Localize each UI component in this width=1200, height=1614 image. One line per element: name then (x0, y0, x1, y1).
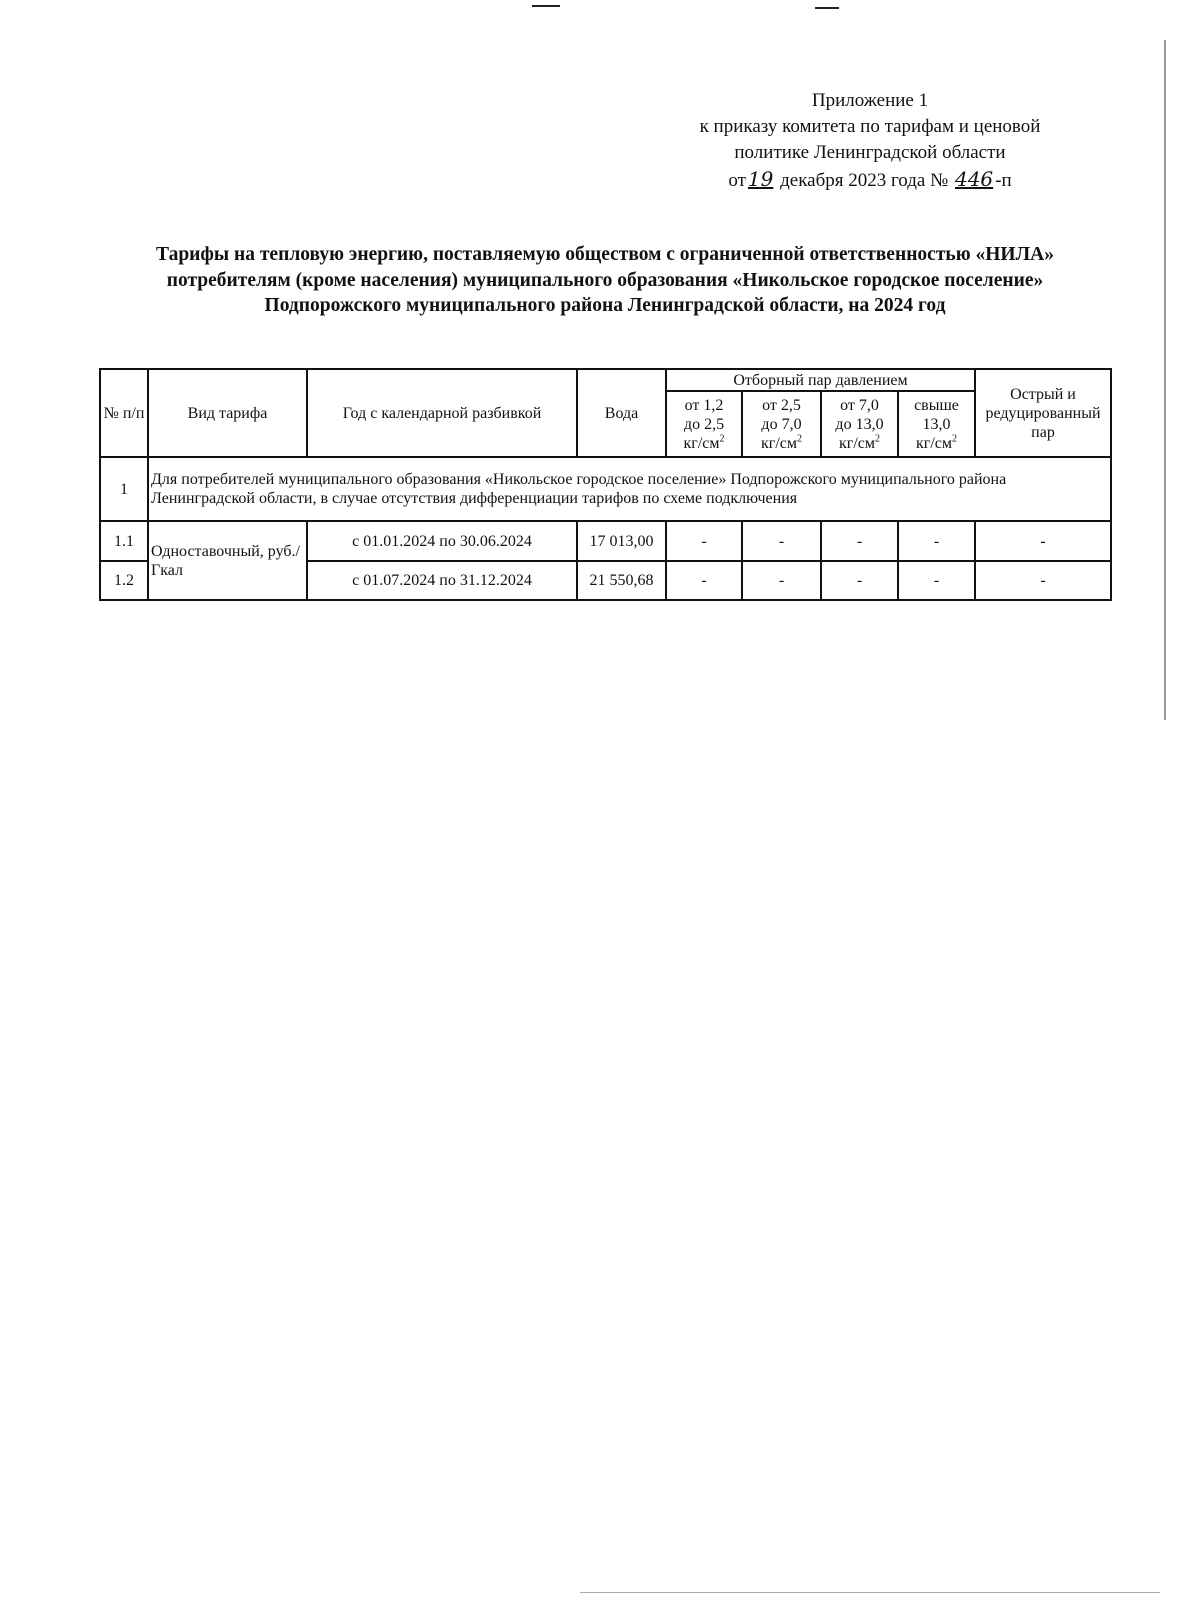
appendix-line1: Приложение 1 (811, 90, 929, 111)
row-num: 1.2 (100, 561, 148, 600)
header-row (100, 369, 1111, 391)
tariff-type-cell: Одноставочный, руб./Гкал (148, 521, 307, 600)
scan-artifact (815, 7, 839, 9)
row-water: 21 550,68 (577, 561, 666, 600)
table-row (100, 521, 1111, 561)
tariff-table (99, 368, 1112, 601)
date-middle: декабря 2023 года № (780, 170, 949, 191)
section-num: 1 (100, 457, 148, 521)
row-steam-2: - (742, 521, 821, 561)
header-water: Вода (577, 369, 666, 457)
header-sharp-steam: Острый и редуцированный пар (975, 369, 1111, 457)
handwritten-number: 446 (954, 167, 994, 191)
scan-artifact (532, 5, 560, 7)
row-sharp-steam: - (975, 561, 1111, 600)
row-steam-1: - (666, 561, 742, 600)
header-steam-3: от 7,0 до 13,0 $кг/см^2$ (821, 391, 898, 457)
row-steam-3: - (821, 521, 898, 561)
section-row (100, 457, 1111, 521)
row-steam-1: - (666, 521, 742, 561)
row-steam-4: - (898, 521, 975, 561)
row-steam-2: - (742, 561, 821, 600)
appendix-line2: к приказу комитета по тарифам и ценовой (699, 116, 1041, 137)
handwritten-day: 19 (747, 167, 774, 191)
section-text: Для потребителей муниципального образования «Никольское городское поселение» Подпорожского муниципального района Ленинградской области, в случае отсутствия дифференциации тарифов по схеме подключения (148, 457, 1111, 521)
row-sharp-steam: - (975, 521, 1111, 561)
appendix-line3: политике Ленинградской области (734, 142, 1006, 163)
scan-edge (580, 1592, 1160, 1593)
date-prefix: от (728, 170, 746, 191)
header-tariff-type: Вид тарифа (148, 369, 307, 457)
header-steam-4: свыше 13,0 $кг/см^2$ (898, 391, 975, 457)
header-num: № п/п (100, 369, 148, 457)
header-period: Год с календарной разбивкой (307, 369, 577, 457)
appendix-date-line (640, 166, 1100, 194)
appendix-header (640, 88, 1100, 194)
row-steam-4: - (898, 561, 975, 600)
row-water: 17 013,00 (577, 521, 666, 561)
header-steam-1: от 1,2 до 2,5 $кг/см^2$ (666, 391, 742, 457)
scan-edge (1164, 40, 1166, 720)
row-period: с 01.07.2024 по 31.12.2024 (307, 561, 577, 600)
document-title: Тарифы на тепловую энергию, поставляемую обществом с ограниченной ответственностью «НИЛА» потребителям (кроме населения) муниципального образования «Никольское городское поселение» Подпорожского муниципального района Ленинградской области, на 2024 год (156, 244, 1054, 316)
number-suffix: -п (995, 170, 1012, 191)
row-steam-3: - (821, 561, 898, 600)
row-num: 1.1 (100, 521, 148, 561)
header-steam-group: Отборный пар давлением (666, 369, 975, 391)
row-period: с 01.01.2024 по 30.06.2024 (307, 521, 577, 561)
header-steam-2: от 2,5 до 7,0 $кг/см^2$ (742, 391, 821, 457)
